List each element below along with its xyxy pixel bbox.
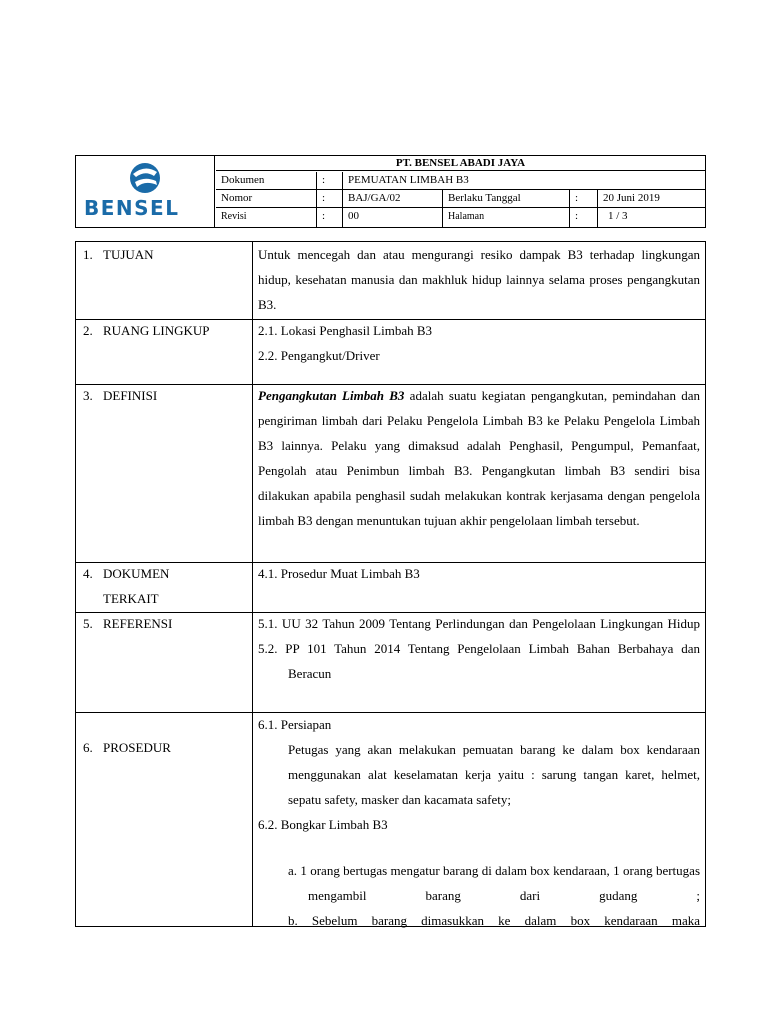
colon: : — [316, 172, 342, 189]
list-item: b. Sebelum barang dimasukkan ke dalam box kendaraan maka — [288, 913, 700, 928]
revisi-value: 00 — [342, 208, 442, 227]
colon: : — [569, 190, 597, 207]
section-label-definisi: 3. DEFINISI — [83, 388, 158, 403]
list-item: 2.1. Lokasi Penghasil Limbah B3 — [258, 323, 433, 338]
header-row-dokumen — [216, 172, 705, 190]
colon: : — [316, 208, 342, 227]
section-list-referensi — [258, 611, 700, 686]
document-header — [75, 155, 706, 228]
subsection-title: 6.1. Persiapan — [258, 717, 332, 732]
dokumen-label: Dokumen — [221, 174, 265, 186]
section-label-dokumen-terkait: 4. DOKUMEN TERKAIT — [83, 566, 170, 606]
logo-text: BENSEL — [84, 196, 180, 220]
section-label-prosedur: 6. PROSEDUR — [83, 740, 171, 755]
subsection-title: 6.2. Bongkar Limbah B3 — [258, 817, 388, 832]
colon: : — [569, 208, 597, 227]
definition-text: adalah suatu kegiatan pengangkutan, pemindahan dan pengiriman limbah dari Pelaku Pengelola Limbah B3 ke Pelaku Pengelola Limbah B3 lainnya. Pelaku yang dimaksud adalah Penghasil, Pengumpul, Pemanfaat, Pengolah atau Penimbun limbah B3. Pengangkutan limbah B3 sendiri bisa dilakukan apabila penghasil sudah melakukan kontrak kerjasama dengan pengelola limbah B3 dengan menuntukan tujuan akhir pengelolaan limbah tersebut. — [258, 388, 700, 528]
section-text-definisi — [258, 383, 700, 533]
section-label-referensi: 5. REFERENSI — [83, 616, 173, 631]
colon: : — [316, 190, 342, 207]
company-logo — [76, 156, 215, 227]
header-row-revisi — [216, 208, 705, 227]
halaman-value: 1 / 3 — [597, 208, 705, 227]
section-label-ruang-lingkup: 2. RUANG LINGKUP — [83, 323, 210, 338]
halaman-label: Halaman — [442, 208, 569, 227]
bensel-logo-icon — [82, 162, 208, 196]
list-item: a. 1 orang bertugas mengatur barang di dalam box kendaraan, 1 orang bertugas mengambil barang dari gudang ; — [288, 863, 700, 903]
list-item: 2.2. Pengangkut/Driver — [258, 348, 380, 363]
step-list — [258, 858, 700, 933]
section-text-tujuan: Untuk mencegah dan atau mengurangi resiko dampak B3 terhadap lingkungan hidup, kesehatan manusia dan makhluk hidup lainnya selama proses pengangkutan B3. — [258, 247, 700, 312]
subsection-text: Petugas yang akan melakukan pemuatan barang ke dalam box kendaraan menggunakan alat keselamatan kerja yaitu : sarung tangan karet, helmet, sepatu safety, masker dan kacamata safety; — [288, 742, 700, 807]
list-item: 5.1. UU 32 Tahun 2009 Tentang Perlindungan dan Pengelolaan Lingkungan Hidup — [258, 616, 700, 631]
header-row-nomor — [216, 190, 705, 208]
nomor-label: Nomor — [221, 192, 253, 204]
defined-term: Pengangkutan Limbah B3 — [258, 388, 405, 403]
company-name: PT. BENSEL ABADI JAYA — [216, 156, 705, 171]
list-item: 4.1. Prosedur Muat Limbah B3 — [258, 566, 420, 581]
dokumen-value: PEMUATAN LIMBAH B3 — [342, 172, 705, 189]
section-list-ruang-lingkup — [258, 318, 700, 368]
revisi-label: Revisi — [221, 211, 247, 222]
section-list-dokumen-terkait — [258, 561, 700, 586]
section-content-prosedur — [258, 712, 700, 933]
procedure-table — [75, 241, 706, 927]
list-item: 5.2. PP 101 Tahun 2014 Tentang Pengelolaan Limbah Bahan Berbahaya dan Beracun — [258, 641, 700, 681]
berlaku-label: Berlaku Tanggal — [442, 190, 569, 207]
section-label-tujuan: 1. TUJUAN — [83, 247, 154, 262]
column-divider — [252, 242, 253, 926]
nomor-value: BAJ/GA/02 — [342, 190, 442, 207]
berlaku-value: 20 Juni 2019 — [597, 190, 705, 207]
